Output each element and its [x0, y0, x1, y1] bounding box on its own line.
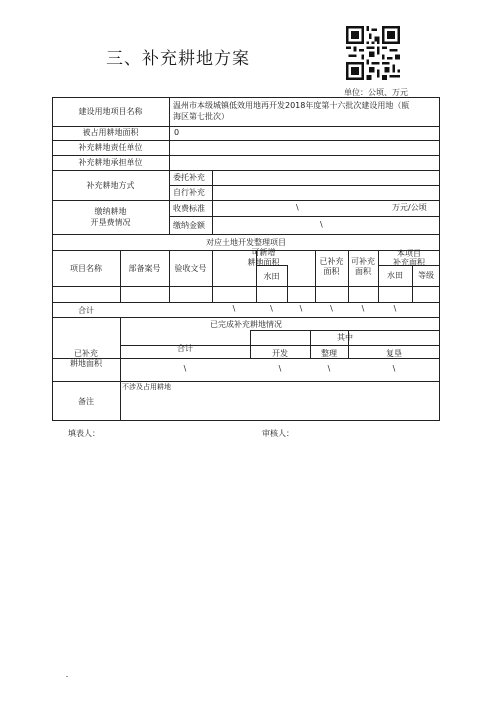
- filler-label: 填表人：: [68, 429, 100, 438]
- remark-label: 备注: [78, 397, 94, 406]
- col-new-area-line1: 可新增: [251, 248, 276, 257]
- qr-code: [346, 26, 400, 80]
- project-name-label: 建设用地项目名称: [78, 107, 143, 116]
- col-supplemented-line2: 面积: [323, 267, 340, 276]
- col-this-paddy: 水田: [387, 271, 403, 280]
- dev-total-value: \: [330, 304, 333, 313]
- dev-total-value: \: [361, 304, 365, 313]
- project-name-value-line2: 海区第七批次）: [173, 112, 229, 121]
- dev-section-title: 对应土地开发整理项目: [206, 238, 286, 247]
- unit-note: 单位：公顷、万元: [344, 88, 408, 97]
- col-this-project-line1: 本项目: [397, 249, 421, 258]
- done-reclamation-value: \: [392, 364, 396, 373]
- col-new-area-paddy: 水田: [263, 272, 280, 281]
- col-supplemented-line1: 已补充: [319, 257, 344, 266]
- done-label-line1: 已补充: [74, 349, 98, 358]
- fee-standard-label: 收费标准: [173, 204, 205, 213]
- done-consolidation-value: \: [327, 364, 331, 373]
- method-self: 自行补充: [173, 188, 205, 197]
- page-title: 三、补充耕地方案: [106, 49, 250, 69]
- supplementary-farmland-form: [52, 97, 440, 421]
- done-dev-value: \: [278, 364, 282, 373]
- dev-total-value: \: [393, 304, 397, 313]
- col-available-line1: 可补充: [351, 257, 375, 266]
- done-among-label: 其中: [337, 333, 353, 342]
- col-new-area-line2: 耕地面积: [247, 258, 280, 267]
- col-acceptance-doc: 验收文号: [174, 264, 207, 273]
- done-total-value: \: [183, 364, 187, 373]
- remark-value: 不涉及占用耕地: [122, 383, 171, 391]
- method-entrusted: 委托补充: [173, 173, 205, 182]
- fee-amount-value: \: [320, 220, 323, 229]
- done-total-label: 合计: [177, 344, 193, 353]
- done-section-title: 已完成补充耕地情况: [210, 320, 282, 329]
- dev-total-value: \: [270, 304, 273, 313]
- scan-speck: [66, 676, 68, 677]
- dev-total-value: \: [232, 304, 236, 313]
- reviewer-label: 审核人：: [262, 429, 294, 438]
- responsible-unit-label: 补充耕地责任单位: [78, 143, 143, 152]
- method-label: 补充耕地方式: [86, 181, 135, 190]
- done-consolidation-label: 整理: [321, 349, 337, 358]
- col-this-project-line2: 补充面积: [393, 258, 425, 267]
- dev-total-value: \: [299, 304, 303, 313]
- fee-standard-unit: 万元/公顷: [392, 203, 427, 212]
- col-available-line2: 面积: [355, 267, 371, 276]
- undertaking-unit-label: 补充耕地承担单位: [78, 158, 143, 167]
- done-reclamation-label: 复垦: [386, 349, 402, 358]
- fee-standard-value: \: [296, 203, 299, 212]
- fee-label-line1: 缴纳耕地: [94, 207, 127, 216]
- project-name-value-line1: 温州市本级城镇低效用地再开发2018年度第十六批次建设用地（瓯: [173, 101, 410, 110]
- dev-total-label: 合计: [78, 306, 94, 315]
- occupied-area-label: 被占用耕地面积: [82, 128, 139, 137]
- done-label-line2: 耕地面积: [70, 359, 102, 368]
- done-dev-label: 开发: [272, 349, 288, 358]
- col-grade: 等级: [418, 271, 434, 280]
- col-project-name: 项目名称: [70, 264, 102, 273]
- fee-amount-label: 缴纳金额: [173, 221, 205, 230]
- occupied-area-value: 0: [174, 128, 180, 137]
- col-filing-no: 部备案号: [128, 264, 161, 273]
- fee-label-line2: 开垦费情况: [90, 218, 131, 227]
